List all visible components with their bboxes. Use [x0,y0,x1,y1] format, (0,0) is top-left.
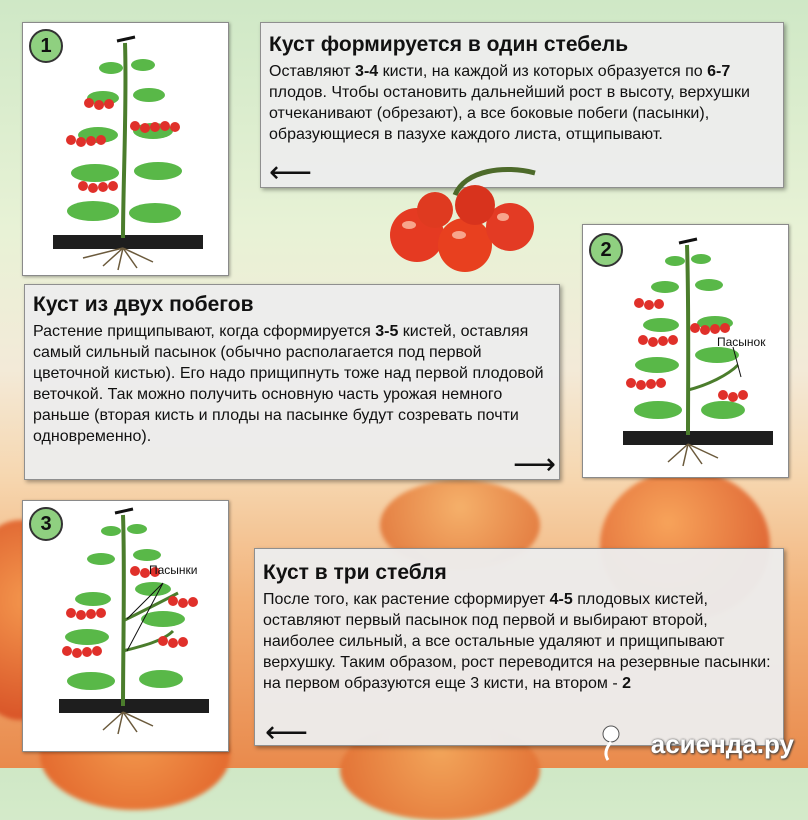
info-box-single-stem [260,22,784,188]
section-text-3: После того, как растение сформирует 4-5 плодовых кистей, оставляют первый пасынок под первой и выбирают второй, наиболее сильный, а все остальные удаляют и прищипывают верхушку. Таким образом, рост переводится на резервные пасынки: на первом образуются еще 3 кисти, на втором - 2 [263,591,771,692]
info-box-two-stems [24,284,560,480]
step-number-2: 2 [589,233,623,267]
watermark-logo-icon [596,724,626,762]
watermark-text: асиенда.ру [650,729,794,759]
plant-illustration-2 [582,224,789,478]
label-pasynok: Пасынок [717,335,766,349]
step-number-1: 1 [29,29,63,63]
plant-illustration-1 [22,22,229,276]
arrow-right-icon: ⟶ [513,447,557,482]
section-title-1: Куст формируется в один стебель [269,33,629,56]
label-pasynki: Пасынки [149,563,198,577]
plant-illustration-3 [22,500,229,752]
info-box-three-stems [254,548,784,750]
arrow-left-icon: ⟵ [269,155,313,190]
section-text-1: Оставляют 3-4 кисти, на каждой из которых образуется по 6-7 плодов. Чтобы остановить дальнейший рост в высоту, верхушки отчеканивают (обрезают), а все боковые побеги (пасынки), образующиеся в пазухе каждого листа, отщипывают. [269,63,750,143]
section-title-3: Куст в три стебля [263,561,447,584]
section-text-2: Растение прищипывают, когда сформируется 3-5 кистей, оставляя самый сильный пасынок (обычно располагается под первой цветочной кистью). Его надо прищипнуть тоже над первой плодовой веточкой. Так можно получить основную часть урожая немного раньше (вторая кисть и плоды на пасынке будут созревать почти одновременно). [33,323,544,445]
arrow-left-icon: ⟵ [265,715,309,750]
section-title-2: Куст из двух побегов [33,293,254,316]
step-number-3: 3 [29,507,63,541]
tomatoes-cluster-icon [385,165,545,275]
